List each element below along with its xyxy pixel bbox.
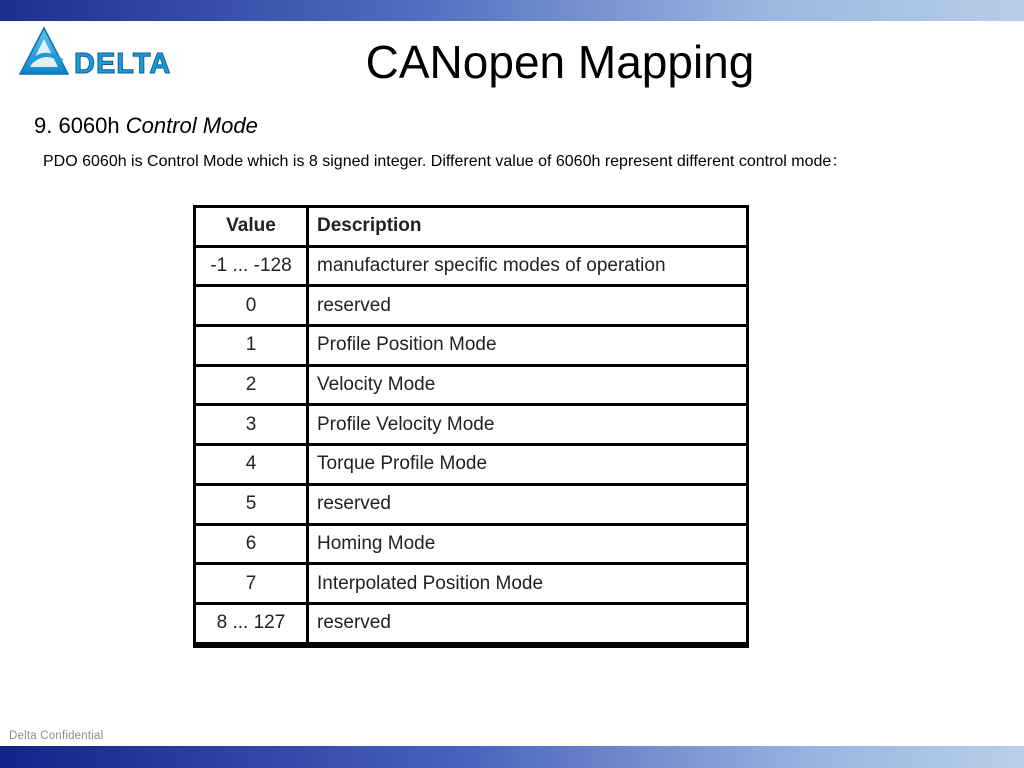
slide-title: CANopen Mapping	[365, 36, 755, 88]
table-row	[196, 526, 746, 563]
row-description: manufacturer specific modes of operation	[309, 248, 746, 285]
section-description: PDO 6060h is Control Mode which is 8 signed integer. Different value of 6060h represent different control mode：	[43, 153, 848, 170]
table-row	[196, 327, 746, 364]
table-row	[196, 446, 746, 483]
table-header-row	[196, 208, 746, 245]
row-value: 8 ... 127	[196, 605, 309, 642]
row-description: Interpolated Position Mode	[309, 565, 746, 602]
row-description: Velocity Mode	[309, 367, 746, 404]
header-description: Description	[309, 208, 746, 245]
table-row	[196, 248, 746, 285]
row-value: 7	[196, 565, 309, 602]
row-description: Profile Velocity Mode	[309, 406, 746, 443]
row-value: 4	[196, 446, 309, 483]
top-banner-bar	[0, 0, 1024, 21]
row-value: 5	[196, 486, 309, 523]
row-value: 2	[196, 367, 309, 404]
section-name: Control Mode	[125, 113, 258, 138]
row-description: Homing Mode	[309, 526, 746, 563]
table-row	[196, 486, 746, 523]
control-mode-table	[193, 205, 749, 648]
table-row	[196, 605, 746, 642]
section-heading	[34, 112, 258, 140]
header-value: Value	[196, 208, 309, 245]
table-row	[196, 367, 746, 404]
row-description: reserved	[309, 605, 746, 642]
table-row	[196, 406, 746, 443]
svg-text:DELTA: DELTA	[74, 48, 172, 80]
section-number: 9. 6060h	[34, 113, 126, 138]
row-description: Torque Profile Mode	[309, 446, 746, 483]
row-description: reserved	[309, 287, 746, 324]
bottom-banner-bar	[0, 746, 1024, 768]
table-row	[196, 287, 746, 324]
row-value: 6	[196, 526, 309, 563]
row-description: Profile Position Mode	[309, 327, 746, 364]
row-value: 1	[196, 327, 309, 364]
table-row	[196, 565, 746, 602]
row-value: 3	[196, 406, 309, 443]
row-description: reserved	[309, 486, 746, 523]
row-value: -1 ... -128	[196, 248, 309, 285]
row-value: 0	[196, 287, 309, 324]
footer-confidential: Delta Confidential	[9, 730, 104, 742]
